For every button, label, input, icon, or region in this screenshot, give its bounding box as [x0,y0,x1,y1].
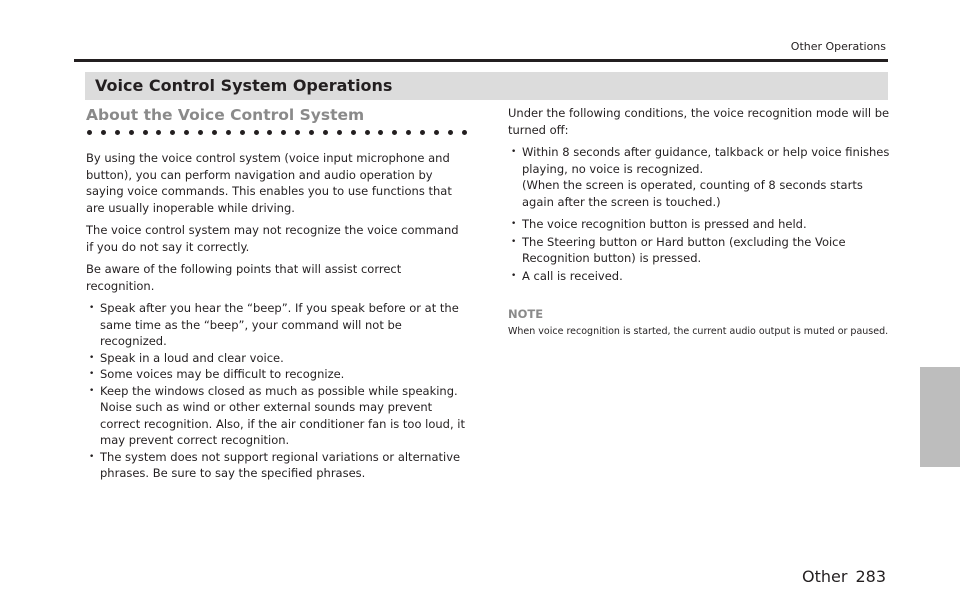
separator-dot [226,130,231,135]
list-item: • The voice recognition button is pressed and held. [508,216,898,233]
right-column [508,105,898,338]
header-rule [74,59,888,62]
separator-dot [392,130,397,135]
separator-dot [295,130,300,135]
paragraph: Be aware of the following points that will assist correct recognition. [86,262,402,293]
separator-dot [184,130,189,135]
list-item: • Some voices may be difficult to recognize. [86,366,466,383]
separator-dot [309,130,314,135]
list-item: • Speak after you hear the “beep”. If you speak before or at the same time as the “beep”, your command will not be recognized. [86,300,466,350]
separator-dot [378,130,383,135]
list-item: • The Steering button or Hard button (excluding the Voice Recognition button) is pressed. [508,234,898,267]
page-footer [802,567,886,586]
separator-dot [254,130,259,135]
running-header: Other Operations [790,40,886,53]
note-label: NOTE [508,307,544,321]
separator-dot [365,130,370,135]
separator-dot [434,130,439,135]
paragraph: The voice control system may not recognize the voice command if you do not say it correctly. [86,223,459,254]
separator-dot [212,130,217,135]
list-item-text: Within 8 seconds after guidance, talkback or help voice finishes playing, no voice is recognized. [522,145,890,176]
separator-dot [323,130,328,135]
separator-dot [240,130,245,135]
list-item [508,144,898,210]
subsection-title: About the Voice Control System [86,106,365,124]
chapter-side-tab [920,367,960,467]
separator-dot [143,130,148,135]
list-item-subnote: (When the screen is operated, counting of 8 seconds starts again after the screen is touched.) [522,178,863,209]
recognition-tips-list [86,300,466,482]
left-column [86,150,466,488]
separator-dot [462,130,467,135]
turn-off-conditions-list [508,144,898,284]
paragraph: By using the voice control system (voice input microphone and button), you can perform navigation and audio operation by saying voice commands. This enables you to use functions that are usually inoperable while driving. [86,151,452,215]
dotted-separator [87,130,467,138]
chapter-name: Other [802,567,848,586]
section-title: Voice Control System Operations [95,76,393,95]
separator-dot [156,130,161,135]
section-bar [85,72,888,100]
separator-dot [87,130,92,135]
note-text: When voice recognition is started, the current audio output is muted or paused. [508,325,889,337]
separator-dot [406,130,411,135]
list-item: • The system does not support regional variations or alternative phrases. Be sure to say the specified phrases. [86,449,466,482]
list-item: • Keep the windows closed as much as possible while speaking. Noise such as wind or other external sounds may prevent correct recognition. Also, if the air conditioner fan is too loud, it may prevent correct recognition. [86,383,466,449]
separator-dot [267,130,272,135]
separator-dot [101,130,106,135]
separator-dot [448,130,453,135]
separator-dot [420,130,425,135]
separator-dot [129,130,134,135]
separator-dot [170,130,175,135]
separator-dot [281,130,286,135]
separator-dot [115,130,120,135]
separator-dot [198,130,203,135]
separator-dot [351,130,356,135]
paragraph: Under the following conditions, the voice recognition mode will be turned off: [508,106,890,137]
page-number: 283 [855,567,886,586]
separator-dot [337,130,342,135]
list-item: • Speak in a loud and clear voice. [86,350,466,367]
list-item: • A call is received. [508,268,898,285]
